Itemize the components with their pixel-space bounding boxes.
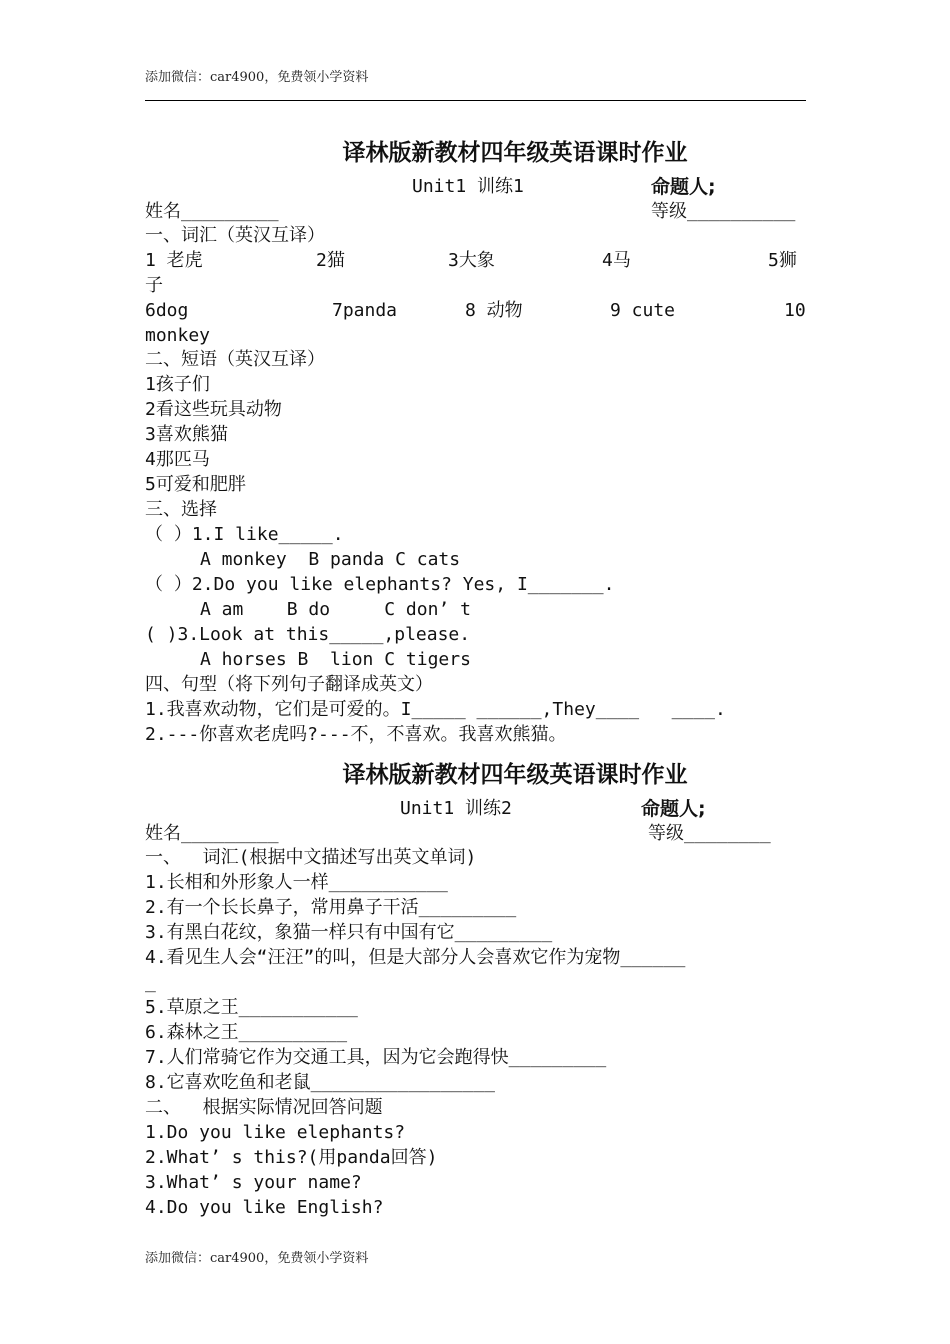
answer-question: 2.What’ s this?(用panda回答) [145, 1147, 438, 1168]
choice-options-1: A monkey B panda C cats [200, 549, 461, 570]
vocab-item: 3大象 [448, 250, 495, 271]
describe-item: 8.它喜欢吃鱼和老鼠_________________ [145, 1072, 495, 1093]
describe-item-wrap: _ [145, 972, 156, 993]
unit1-title: 译林版新教材四年级英语课时作业 [342, 140, 688, 166]
phrase-item: 1孩子们 [145, 374, 210, 395]
unit2-author-label: 命题人; [641, 798, 706, 820]
unit1-subtitle: Unit1 训练1 [412, 176, 524, 197]
phrase-item: 2看这些玩具动物 [145, 399, 282, 420]
describe-item: 7.人们常骑它作为交通工具，因为它会跑得快_________ [145, 1047, 607, 1068]
vocab-item: 10 [784, 300, 806, 321]
vocab-item: 5狮 [768, 250, 797, 271]
choice-options-2: A am B do C don’ t [200, 599, 471, 620]
answer-question: 4.Do you like English? [145, 1197, 384, 1218]
choice-question-1: （ ）1.I like_____. [145, 524, 344, 545]
describe-item: 5.草原之王___________ [145, 997, 358, 1018]
vocab-item: 7panda [332, 300, 398, 321]
answer-question: 3.What’ s your name? [145, 1172, 362, 1193]
unit2-section1-heading: 一、 词汇(根据中文描述写出英文单词) [145, 847, 477, 868]
phrase-item: 3喜欢熊猫 [145, 424, 228, 445]
unit2-subtitle: Unit1 训练2 [400, 798, 512, 819]
unit2-grade-field: 等级________ [648, 823, 771, 844]
unit2-name-field: 姓名_________ [145, 823, 279, 844]
phrase-item: 5可爱和肥胖 [145, 474, 246, 495]
translate-item-1: 1.我喜欢动物，它们是可爱的。I_____ ______,They____ ____. [145, 699, 726, 720]
describe-item: 4.看见生人会“汪汪”的叫，但是大部分人会喜欢它作为宠物______ [145, 947, 686, 968]
header-divider [145, 100, 806, 101]
unit1-section4-heading: 四、句型（将下列句子翻译成英文） [145, 674, 433, 695]
describe-item: 6.森林之王__________ [145, 1022, 348, 1043]
unit1-section1-heading: 一、词汇（英汉互译） [145, 225, 325, 246]
vocab-item-wrap: monkey [145, 325, 211, 346]
unit2-title: 译林版新教材四年级英语课时作业 [342, 762, 688, 788]
unit2-section2-heading: 二、 根据实际情况回答问题 [145, 1097, 383, 1118]
vocab-item: 4马 [602, 250, 631, 271]
page-footer: 添加微信：car4900，免费领小学资料 [145, 1251, 369, 1266]
vocab-item: 6dog [145, 300, 189, 321]
answer-question: 1.Do you like elephants? [145, 1122, 406, 1143]
unit1-grade-field: 等级__________ [651, 201, 796, 222]
translate-item-2: 2.---你喜欢老虎吗?---不，不喜欢。我喜欢熊猫。 [145, 724, 567, 745]
unit1-section2-heading: 二、短语（英汉互译） [145, 349, 325, 370]
unit1-author-label: 命题人; [651, 176, 716, 198]
describe-item: 3.有黑白花纹，象猫一样只有中国有它_________ [145, 922, 553, 943]
describe-item: 1.长相和外形象人一样___________ [145, 872, 448, 893]
vocab-item-wrap: 子 [145, 275, 163, 296]
phrase-item: 4那匹马 [145, 449, 210, 470]
vocab-item: 9 cute [610, 300, 676, 321]
vocab-item: 2猫 [316, 250, 345, 271]
choice-question-3: ( )3.Look at this_____,please. [145, 624, 471, 645]
choice-options-3: A horses B lion C tigers [200, 649, 471, 670]
page-header: 添加微信：car4900，免费领小学资料 [145, 70, 369, 85]
choice-question-2: （ ）2.Do you like elephants? Yes, I_______. [145, 574, 615, 595]
vocab-item: 8 动物 [465, 300, 523, 321]
unit1-name-field: 姓名_________ [145, 201, 279, 222]
describe-item: 2.有一个长长鼻子，常用鼻子干活_________ [145, 897, 517, 918]
vocab-item: 1 老虎 [145, 250, 203, 271]
unit1-section3-heading: 三、选择 [145, 499, 217, 520]
